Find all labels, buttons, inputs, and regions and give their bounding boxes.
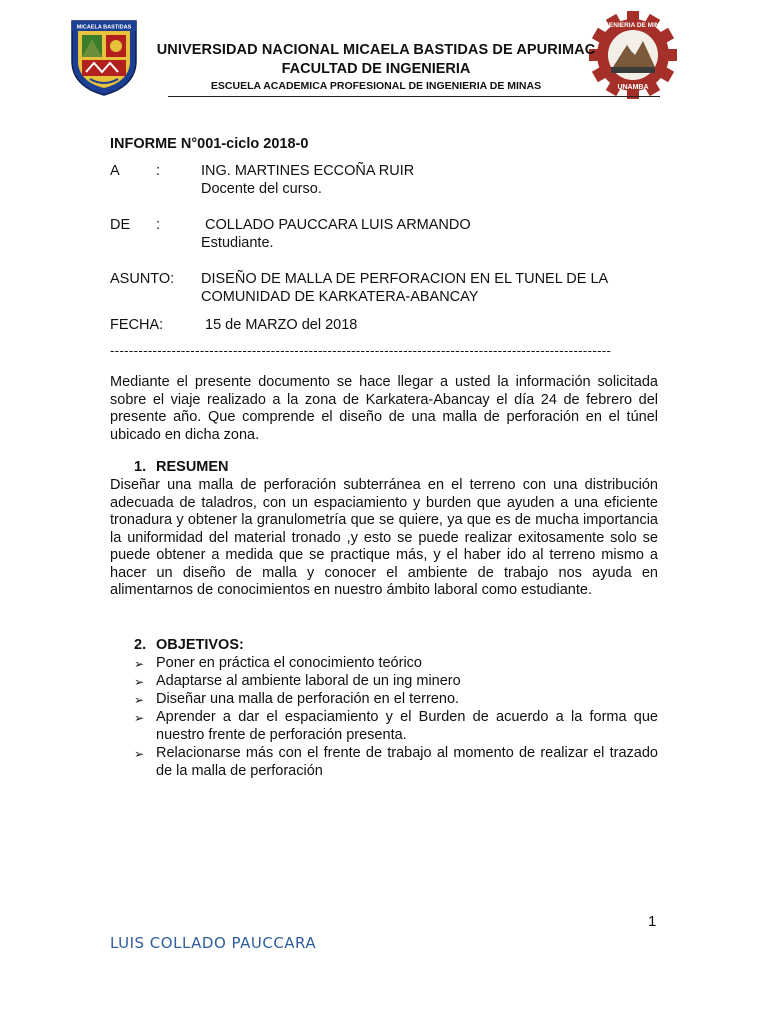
dashed-separator: ---------------------------------------------------------------------------------------------------------- <box>110 343 612 358</box>
arrow-bullet-icon: ➢ <box>134 711 145 725</box>
university-seal-logo <box>68 17 140 97</box>
resumen-heading: RESUMEN <box>156 459 229 475</box>
arrow-bullet-icon: ➢ <box>134 675 145 689</box>
objective-item: Adaptarse al ambiente laboral de un ing minero <box>156 673 461 689</box>
arrow-bullet-icon: ➢ <box>134 693 145 707</box>
arrow-bullet-icon: ➢ <box>134 657 145 671</box>
university-name: UNIVERSIDAD NACIONAL MICAELA BASTIDAS DE APURIMAC <box>156 42 596 58</box>
objetivos-heading: OBJETIVOS: <box>156 637 244 653</box>
objective-item: Diseñar una malla de perforación en el terreno. <box>156 691 460 707</box>
objective-item: Relacionarse más con el frente de trabajo al momento de realizar el trazado de la malla de perforación <box>156 745 658 779</box>
gear-logo-top-text: INGENIERIA DE MINAS <box>597 22 669 29</box>
footer-author: LUIS COLLADO PAUCCARA <box>110 934 317 952</box>
resumen-paragraph: Diseñar una malla de perforación subterránea en el terreno con una distribución adecuada de taladros, con un espaciamiento y burden que ayuden a una eficiente tronadura y obtener la granulometría que se quiere, ya que es de mucha importancia la uniformidad del material tronado ,y esto se puede realizar exitosamente solo se puede obtener a medida que se practique más, y el haber ido al terreno mismo a hacer un diseño de malla y conocer el ambiente de trabajo nos ayuda en alimentarnos de conocimientos en nuestro ámbito laboral como estudiante. <box>110 477 658 598</box>
subject-label: ASUNTO: <box>110 271 175 287</box>
objective-item: Aprender a dar el espaciamiento y el Burden de acuerdo a la forma que nuestro frente de perforación presenta. <box>156 709 658 743</box>
to-role: Docente del curso. <box>201 181 322 197</box>
subject-line-1: DISEÑO DE MALLA DE PERFORACION EN EL TUNEL DE LA <box>201 271 609 287</box>
objective-item: Poner en práctica el conocimiento teórico <box>156 655 422 671</box>
from-label: DE <box>110 217 131 233</box>
gear-logo-bottom-text: UNAMBA <box>617 84 649 91</box>
to-label: A <box>110 163 120 179</box>
header-divider <box>168 96 660 97</box>
report-title: INFORME N°001-ciclo 2018-0 <box>110 136 309 152</box>
faculty-name: FACULTAD DE INGENIERIA <box>281 61 471 77</box>
objetivos-number: 2. <box>134 637 147 653</box>
from-name: COLLADO PAUCCARA LUIS ARMANDO <box>205 217 471 233</box>
from-role: Estudiante. <box>201 235 274 251</box>
from-colon: : <box>156 217 161 233</box>
to-colon: : <box>156 163 161 179</box>
date-value: 15 de MARZO del 2018 <box>205 317 358 333</box>
arrow-bullet-icon: ➢ <box>134 747 145 761</box>
resumen-number: 1. <box>134 459 147 475</box>
school-name: ESCUELA ACADEMICA PROFESIONAL DE INGENIERIA DE MINAS <box>210 80 542 92</box>
subject-line-2: COMUNIDAD DE KARKATERA-ABANCAY <box>201 289 479 305</box>
seal-banner-text: MICAELA BASTIDAS <box>76 24 132 31</box>
date-label: FECHA: <box>110 317 164 333</box>
page-number: 1 <box>648 913 657 930</box>
intro-paragraph: Mediante el presente documento se hace llegar a usted la información solicitada sobre el viaje realizado a la zona de Karkatera-Abancay el día 24 de febrero del presente año. Que comprende el diseño de una malla de perforación en el túnel ubicado en dicha zona. <box>110 374 658 443</box>
to-name: ING. MARTINES ECCOÑA RUIR <box>201 163 415 179</box>
